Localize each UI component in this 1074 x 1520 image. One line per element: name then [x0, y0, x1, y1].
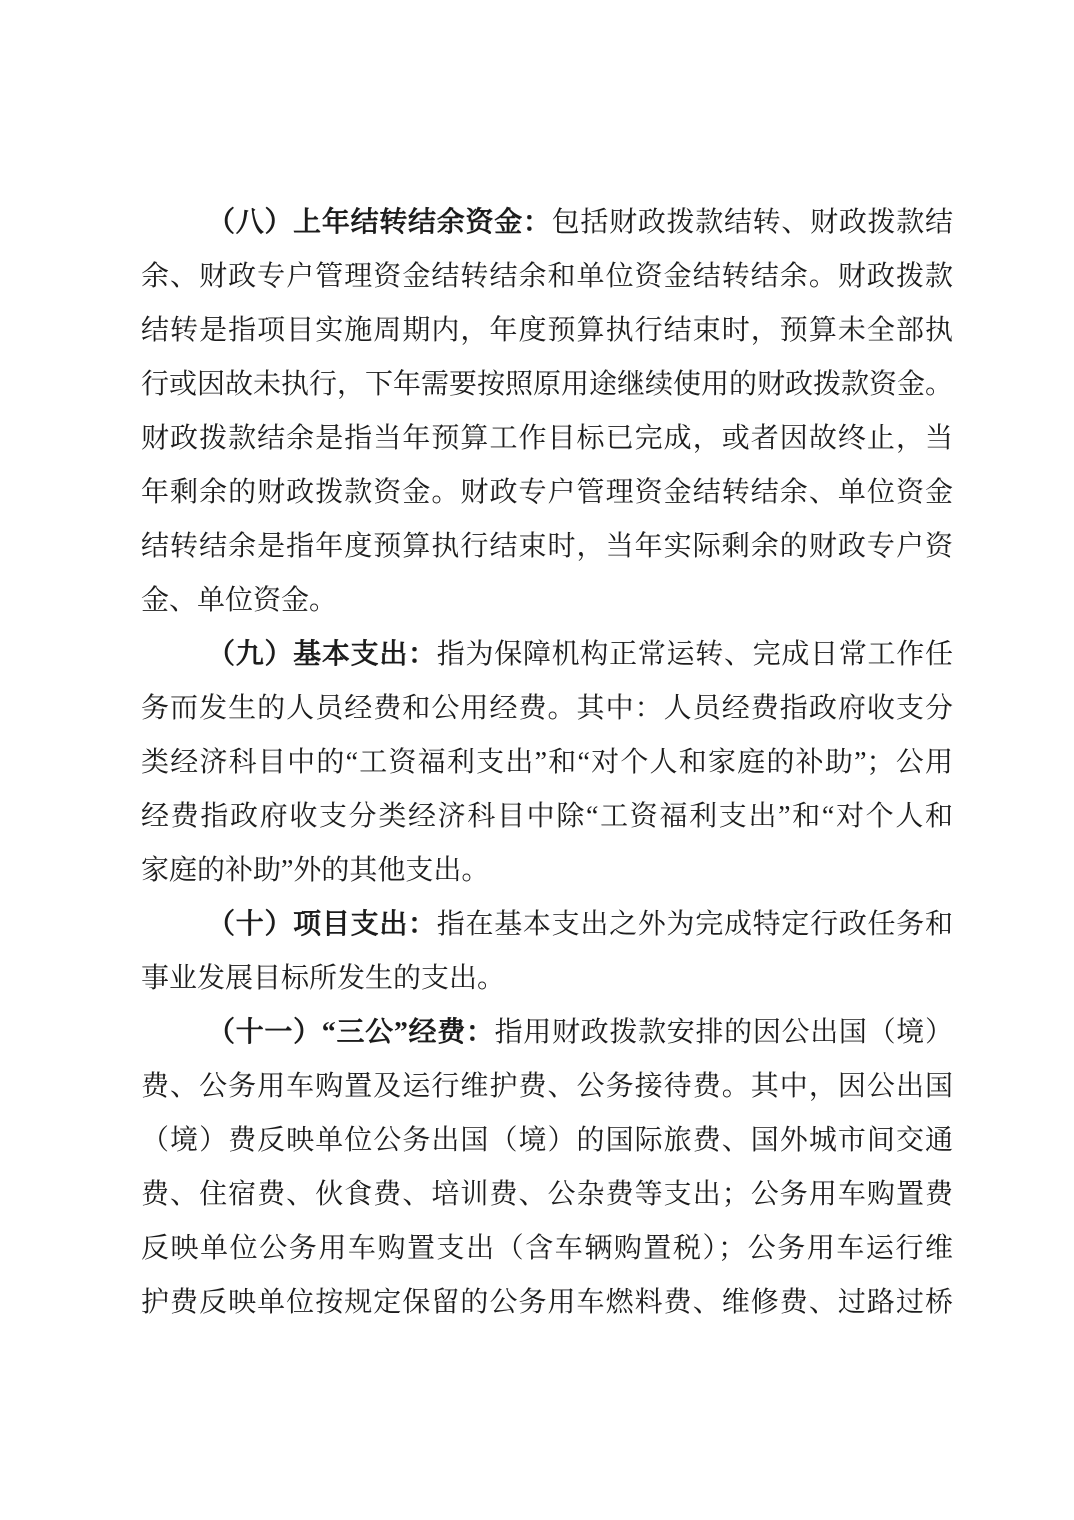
text-line: [141, 628, 953, 682]
term-heading: （八）上年结转结余资金：: [207, 207, 552, 238]
text-line: 事业发展目标所发生的支出。: [141, 963, 506, 994]
paragraph-item-11: [141, 1006, 953, 1330]
line-text: 指在基本支出之外为完成特定行政任务和: [436, 909, 953, 940]
term-heading: （九）基本支出：: [207, 639, 437, 670]
text-line: [141, 898, 953, 952]
text-line: 家庭的补助”外的其他支出。: [141, 855, 490, 886]
text-line: 余、财政专户管理资金结转结余和单位资金结转结余。财政拨款: [141, 261, 953, 292]
text-line: 类经济科目中的“工资福利支出”和“对个人和家庭的补助”；公用: [141, 747, 953, 778]
text-line: 费、公务用车购置及运行维护费、公务接待费。其中，因公出国: [141, 1071, 953, 1102]
term-heading: （十一）“三公”经费：: [207, 1017, 495, 1048]
text-line: 护费反映单位按规定保留的公务用车燃料费、维修费、过路过桥: [141, 1287, 953, 1318]
text-line: [141, 1006, 953, 1060]
text-line: 财政拨款结余是指当年预算工作目标已完成，或者因故终止，当: [141, 423, 953, 454]
text-line: 反映单位公务用车购置支出（含车辆购置税）；公务用车运行维: [141, 1233, 953, 1264]
text-line: 金、单位资金。: [141, 585, 338, 616]
paragraph-item-8: [141, 196, 953, 628]
text-line: 费、住宿费、伙食费、培训费、公杂费等支出；公务用车购置费: [141, 1179, 953, 1210]
term-heading: （十）项目支出：: [207, 909, 437, 940]
text-line: 经费指政府收支分类经济科目中除“工资福利支出”和“对个人和: [141, 801, 953, 832]
text-line: 结转结余是指年度预算执行结束时，当年实际剩余的财政专户资: [141, 531, 953, 562]
text-line: 年剩余的财政拨款资金。财政专户管理资金结转结余、单位资金: [141, 477, 953, 508]
document-text-block: [141, 196, 953, 1330]
text-line: 务而发生的人员经费和公用经费。其中：人员经费指政府收支分: [141, 693, 953, 724]
paragraph-item-10: [141, 898, 953, 1006]
line-text: 指为保障机构正常运转、完成日常工作任: [436, 639, 953, 670]
paragraph-item-9: [141, 628, 953, 898]
text-line: [141, 196, 953, 250]
line-text: 指用财政拨款安排的因公出国（境）: [494, 1017, 953, 1048]
text-line: （境）费反映单位公务出国（境）的国际旅费、国外城市间交通: [141, 1125, 953, 1156]
text-line: 结转是指项目实施周期内，年度预算执行结束时，预算未全部执: [141, 315, 953, 346]
line-text: 包括财政拨款结转、财政拨款结: [551, 207, 953, 238]
text-line: 行或因故未执行，下年需要按照原用途继续使用的财政拨款资金。: [141, 369, 953, 400]
